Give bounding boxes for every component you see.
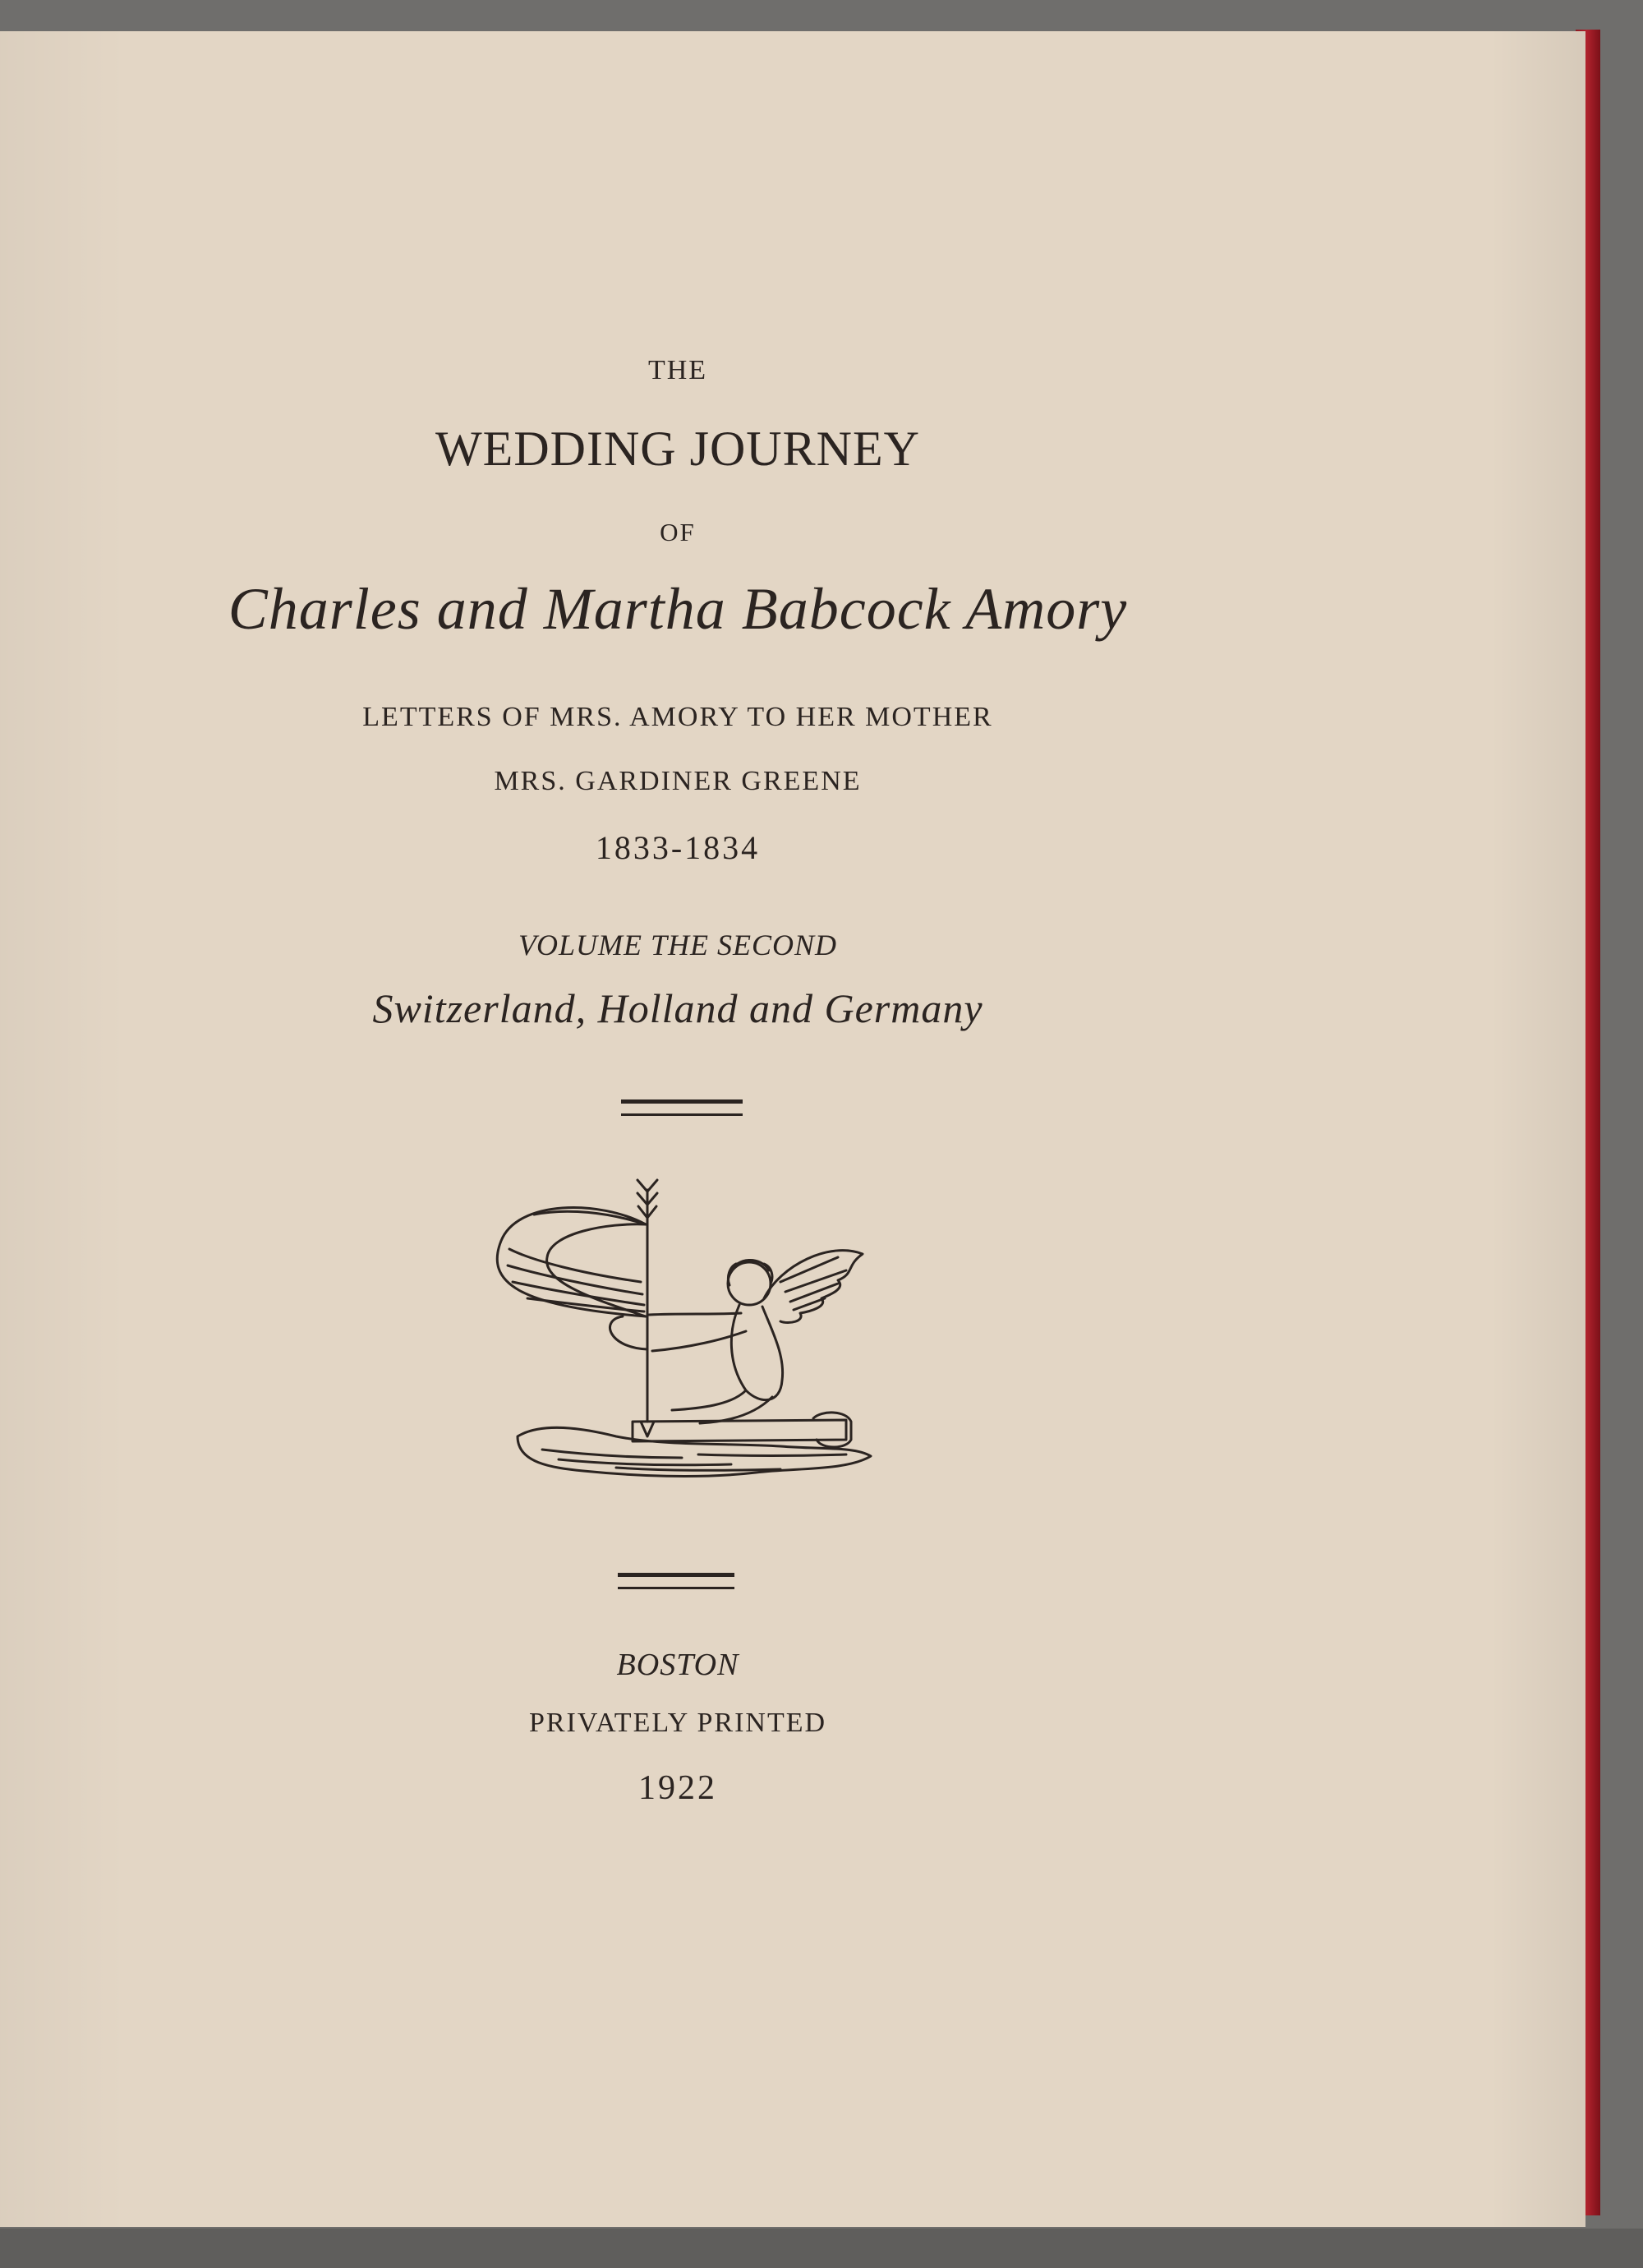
year-range: 1833-1834 xyxy=(595,829,761,866)
subtitle-letters: LETTERS OF MRS. AMORY TO HER MOTHER xyxy=(362,702,993,732)
book-title: WEDDING JOURNEY xyxy=(435,422,920,476)
title-page xyxy=(0,31,1585,2227)
imprint-year: 1922 xyxy=(638,1769,717,1807)
title-of: OF xyxy=(660,518,696,546)
title-the: THE xyxy=(647,355,708,385)
book-names: Charles and Martha Babcock Amory xyxy=(228,576,1128,642)
backdrop xyxy=(0,2229,1643,2268)
imprint-printer: PRIVATELY PRINTED xyxy=(528,1708,827,1738)
cupid-with-arrow-sail-icon xyxy=(485,1175,879,1504)
double-rule-bottom xyxy=(618,1573,734,1589)
imprint-city: BOSTON xyxy=(616,1648,739,1682)
double-rule-top xyxy=(621,1099,743,1116)
volume-label: VOLUME THE SECOND xyxy=(518,929,837,961)
volume-places: Switzerland, Holland and Germany xyxy=(372,985,983,1031)
subtitle-recipient: MRS. GARDINER GREENE xyxy=(494,766,862,796)
